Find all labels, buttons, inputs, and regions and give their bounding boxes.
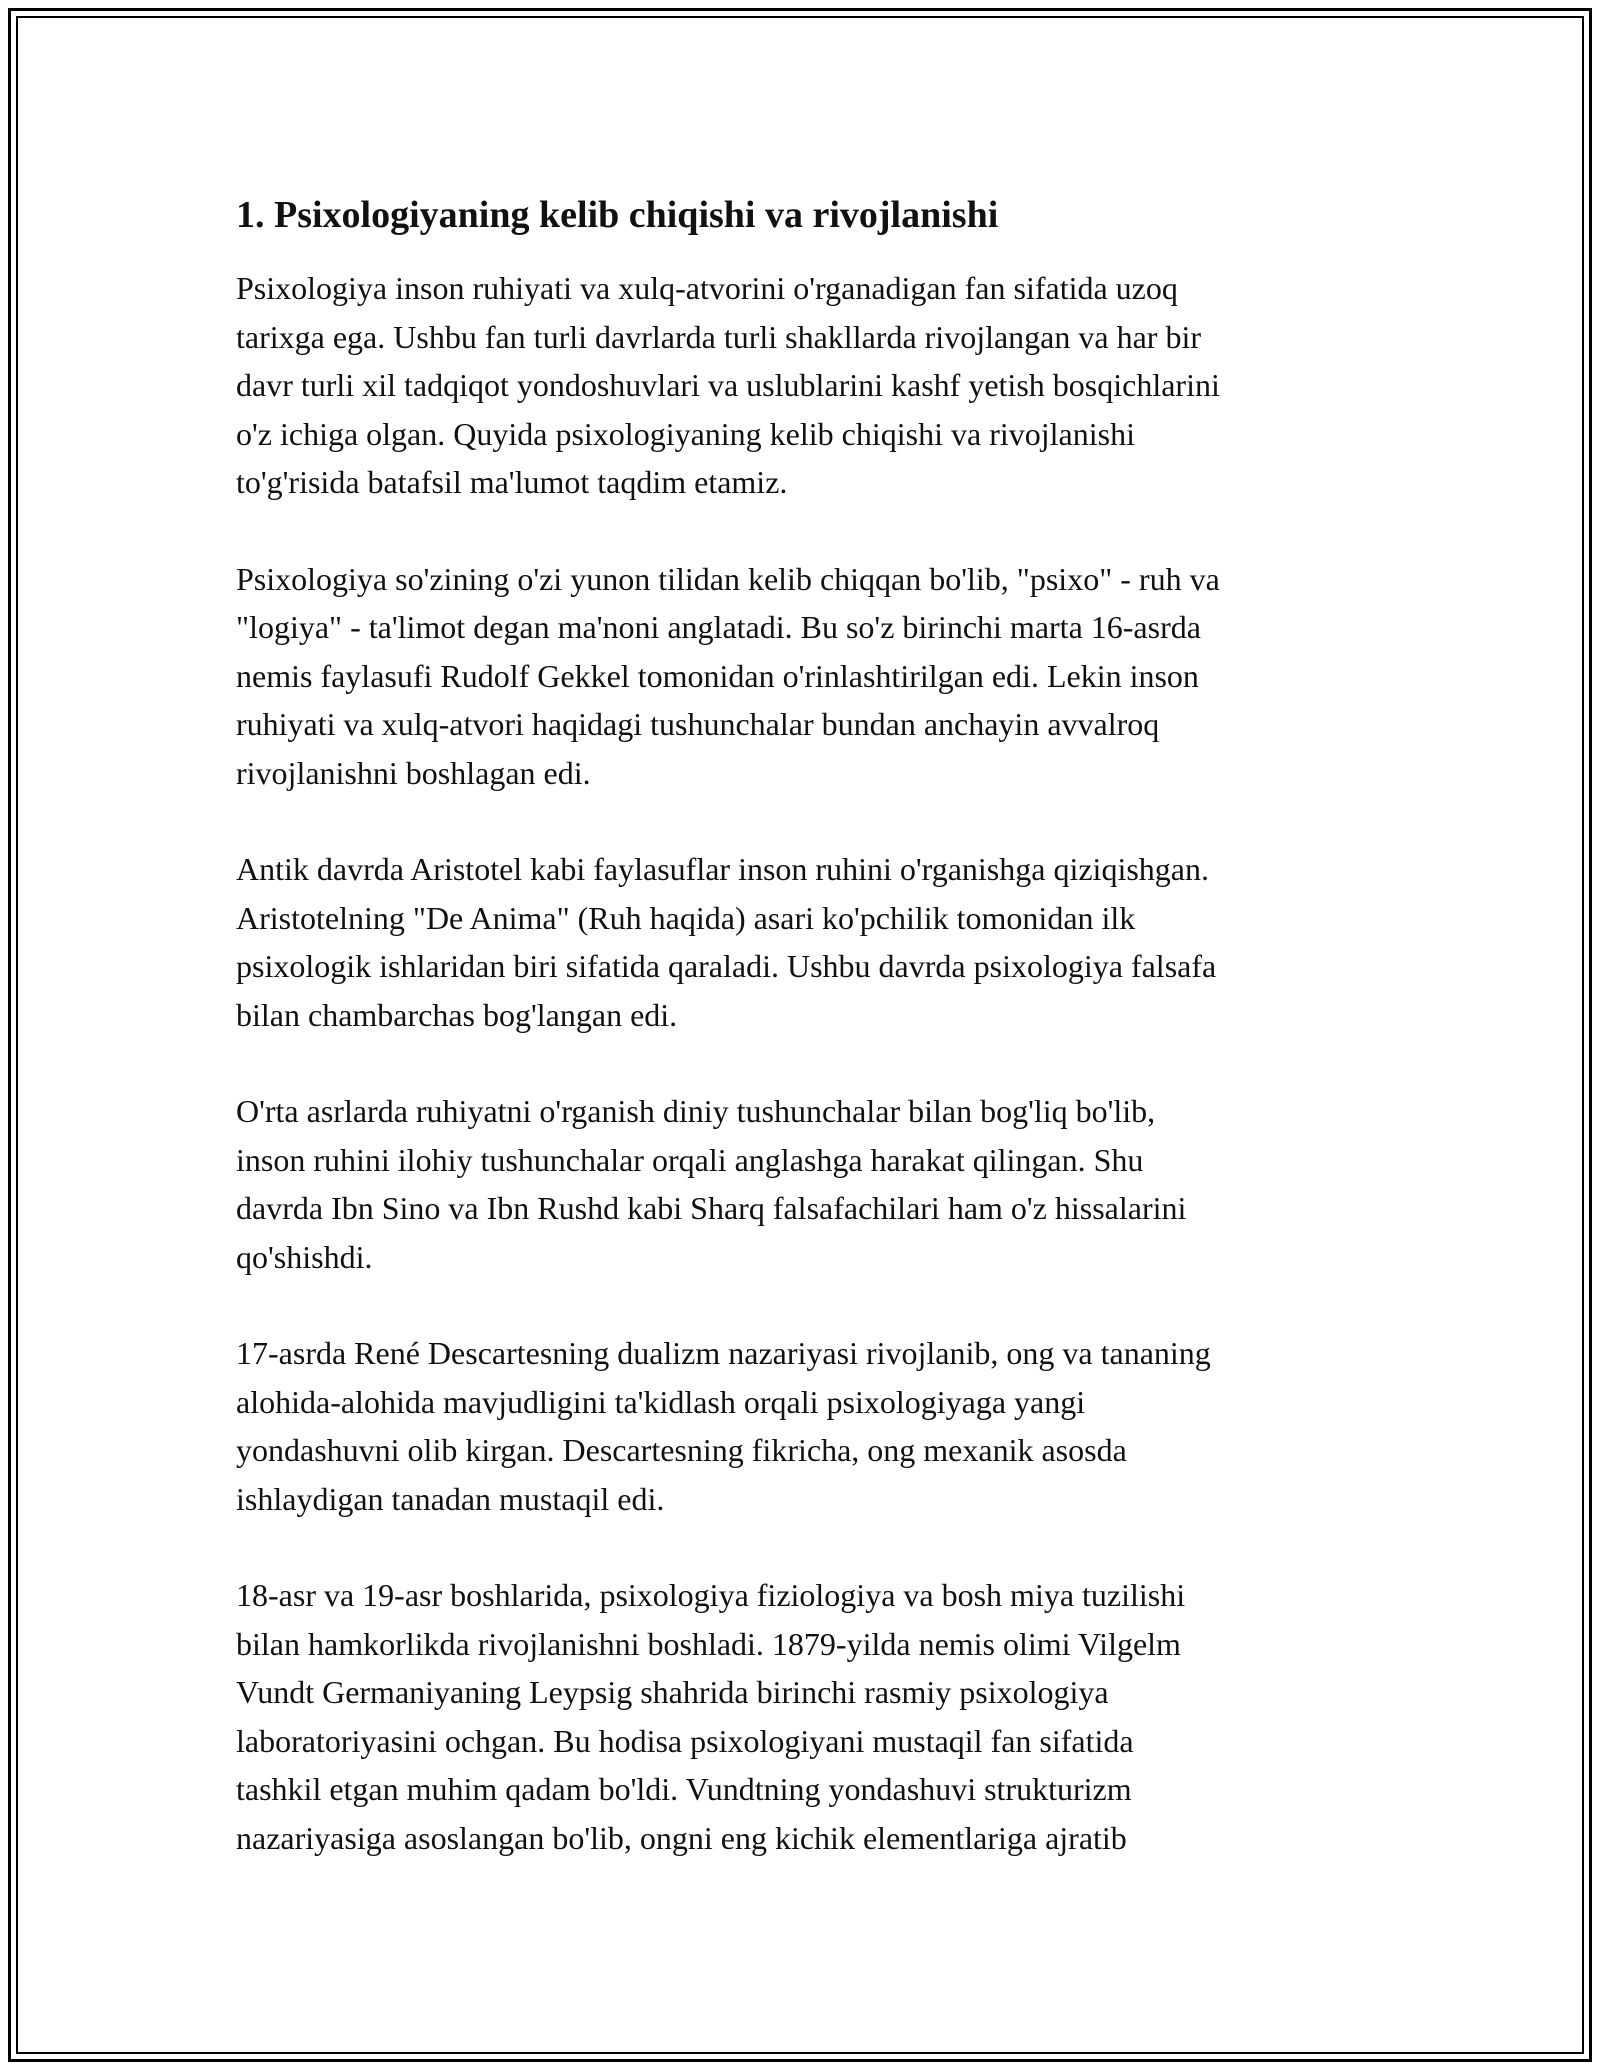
section-heading: 1. Psixologiyaning kelib chiqishi va rivojlanishi [236, 194, 999, 236]
paragraph-antiquity: Antik davrda Aristotel kabi faylasuflar inson ruhini o'rganishga qiziqishgan. Aristotelning "De Anima" (Ruh haqida) asari ko'pchilik tomonidan ilk psixologik ishlaridan biri sifatida qaraladi. Ushbu davrda psixologiya falsafa bilan chambarchas bog'langan edi. [236, 851, 1217, 1033]
paragraph-middle-ages: O'rta asrlarda ruhiyatni o'rganish diniy tushunchalar bilan bog'liq bo'lib, inson ruhini ilohiy tushunchalar orqali anglashga harakat qilingan. Shu davrda Ibn Sino va Ibn Rushd kabi Sharq falsafachilari ham o'z hissalarini qo'shishdi. [236, 1093, 1187, 1275]
paragraph-etymology: Psixologiya so'zining o'zi yunon tilidan kelib chiqqan bo'lib, "psixo" - ruh va "logiya" - ta'limot degan ma'noni anglatadi. Bu so'z birinchi marta 16-asrda nemis faylasufi Rudolf Gekkel tomonidan o'rinlashtirilgan edi. Lekin inson ruhiyati va xulq-atvori haqidagi tushunchalar bundan anchayin avvalroq rivojlanishni boshlagan edi. [236, 560, 1220, 791]
paragraph-intro: Psixologiya inson ruhiyati va xulq-atvorini o'rganadigan fan sifatida uzoq tarixga ega. Ushbu fan turli davrlarda turli shakllarda rivojlangan va har bir davr turli xil tadqiqot yondoshuvlari va uslublarini kashf yetish bosqichlarini o'z ichiga olgan. Quyida psixologiyaning kelib chiqishi va rivojlanishi to'g'risida batafsil ma'lumot taqdim etamiz. [236, 270, 1220, 500]
paragraph-wundt: 18-asr va 19-asr boshlarida, psixologiya fiziologiya va bosh miya tuzilishi bilan hamkorlikda rivojlanishni boshladi. 1879-yilda nemis olimi Vilgelm Vundt Germaniyaning Leypsig shahrida birinchi rasmiy psixologiya laboratoriyasini ochgan. Bu hodisa psixologiyani mustaqil fan sifatida tashkil etgan muhim qadam bo'ldi. Vundtning yondashuvi strukturizm nazariyasiga asoslangan bo'lib, ongni eng kichik elementlariga ajratib [236, 1577, 1186, 1856]
paragraph-descartes: 17-asrda René Descartesning dualizm nazariyasi rivojlanib, ong va tananing alohida-alohida mavjudligini ta'kidlash orqali psixologiyaga yangi yondashuvni olib kirgan. Descartesning fikricha, ong mexanik asosda ishlaydigan tanadan mustaqil edi. [236, 1335, 1211, 1517]
document-body [236, 190, 1372, 1910]
